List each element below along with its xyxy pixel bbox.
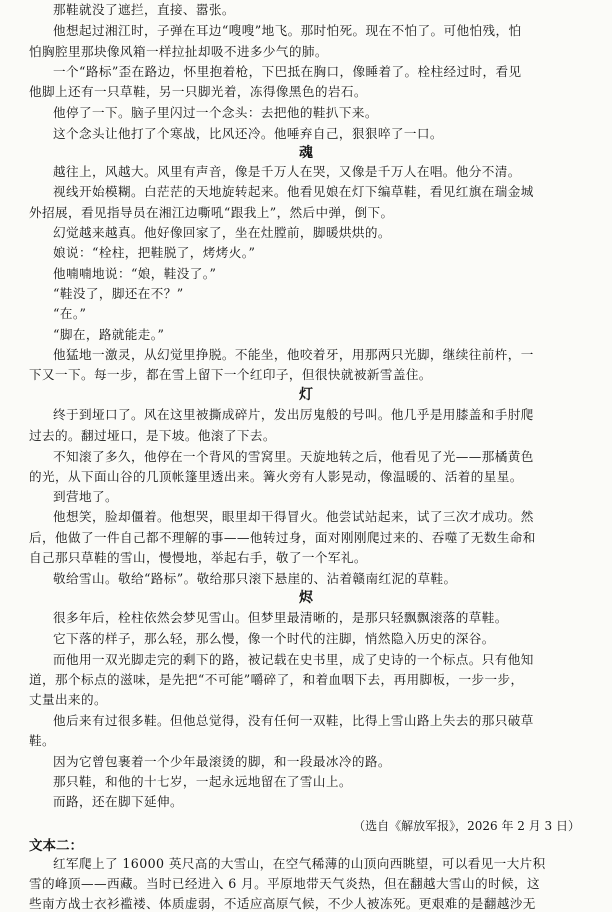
paragraph-line: “鞋没了，脚还在不？” <box>53 286 184 301</box>
paragraph-line: 丈量出来的。 <box>29 692 107 707</box>
paragraph-line: 越往上，风越大。风里有声音，像是千万人在哭，又像是千万人在唱。他分不清。 <box>53 164 521 179</box>
paragraph-line: 他猛地一激灵，从幻觉里挣脱。不能坐，他咬着牙，用那两只光脚，继续往前杵，一 <box>53 347 534 362</box>
paragraph-line: 雪的峰顶——西藏。当时已经进入 6 月。平原地带天气炎热，但在翻越大雪山的时候，这 <box>29 876 540 891</box>
paragraph-line: 他停了一下。脑子里闪过一个念头：去把他的鞋扒下来。 <box>53 105 378 120</box>
paragraph-line: 幻觉越来越真。他好像回家了，坐在灶膛前，脚暖烘烘的。 <box>53 225 391 240</box>
paragraph-line: 终于到垭口了。风在这里被撕成碎片，发出厉鬼般的号叫。他几乎是用膝盖和手肘爬 <box>53 407 534 422</box>
paragraph-line: 那只鞋，和他的十七岁，一起永远地留在了雪山上。 <box>53 774 352 789</box>
source-citation: （选自《解放军报》，2026 年 2 月 3 日） <box>353 819 580 833</box>
paragraph-line: 敬给雪山。敬给“路标”。敬给那只滚下悬崖的、沾着赣南红泥的草鞋。 <box>53 571 457 586</box>
paragraph-line: 因为它曾包裹着一个少年最滚烫的脚，和一段最冰冷的路。 <box>53 754 391 769</box>
paragraph-line: 而路，还在脚下延伸。 <box>53 794 183 809</box>
paragraph-line: 的光，从下面山谷的几顶帐篷里透出来。篝火旁有人影晃动，像温暖的、活着的星星。 <box>29 469 523 484</box>
section-heading-soul: 魂 <box>299 145 313 161</box>
paragraph-line: 外招展，看见指导员在湘江边嘶吼“跟我上”，然后中弹，倒下。 <box>29 205 394 220</box>
paragraph-line: 很多年后，栓柱依然会梦见雪山。但梦里最清晰的，是那只轻飘飘滚落的草鞋。 <box>53 610 508 625</box>
paragraph-line: 娘说：“栓柱，把鞋脱了，烤烤火。” <box>53 245 256 260</box>
paragraph-line: 红军爬上了 16000 英尺高的大雪山，在空气稀薄的山顶向西眺望，可以看见一大片积 <box>53 856 546 871</box>
paragraph-line: “脚在，路就能走。” <box>53 327 165 342</box>
paragraph-line: 怕胸腔里那块像风箱一样拉扯却吸不进多少气的肺。 <box>29 44 328 59</box>
paragraph-line: 而他用一双光脚走完的剩下的路，被记载在史书里，成了史诗的一个标点。只有他知 <box>53 652 534 667</box>
text-two-label: 文本二： <box>29 838 83 854</box>
paragraph-line: 他想笑，脸却僵着。他想哭，眼里却干得冒火。他尝试站起来，试了三次才成功。然 <box>53 509 534 524</box>
paragraph-line: 过去的。翻过垭口，是下坡。他滚了下去。 <box>29 428 276 443</box>
paragraph-line: 他脚上还有一只草鞋，另一只脚光着，冻得像黑色的岩石。 <box>29 84 367 99</box>
paragraph-line: 到营地了。 <box>53 489 118 504</box>
paragraph-line: 自己那只草鞋的雪山，慢慢地，举起右手，敬了一个军礼。 <box>29 550 367 565</box>
paragraph-line: 不知滚了多久，他停在一个背风的雪窝里。天旋地转之后，他看见了光——那橘黄色 <box>53 449 534 464</box>
section-heading-ember: 烬 <box>299 590 313 606</box>
paragraph-line: “在。” <box>53 306 87 321</box>
paragraph-line: 这个念头让他打了个寒战，比风还冷。他唾弃自己，狠狠啐了一口。 <box>53 126 443 141</box>
paragraph-line: 一个“路标”歪在路边，怀里抱着枪，下巴抵在胸口，像睡着了。栓柱经过时，看见 <box>53 64 522 79</box>
paragraph-line: 他喃喃地说：“娘，鞋没了。” <box>53 266 217 281</box>
paragraph-line: 下又一下。每一步，都在雪上留下一个红印子，但很快就被新雪盖住。 <box>29 367 432 382</box>
paragraph-line: 些南方战士衣衫褴褛、体质虚弱，不适应高原气候，不少人被冻死。更艰难的是翻越沙无 <box>29 896 536 911</box>
paragraph-line: 道，那个标点的滋味，是先把“不可能”嚼碎了，和着血咽下去，再用脚板，一步一步， <box>29 672 524 687</box>
paragraph-line: 视线开始模糊。白茫茫的天地旋转起来。他看见娘在灯下编草鞋，看见红旗在瑞金城 <box>53 184 534 199</box>
paragraph-line: 它下落的样子，那么轻，那么慢，像一个时代的注脚，悄然隐入历史的深谷。 <box>53 631 495 646</box>
section-heading-lamp: 灯 <box>299 387 313 403</box>
paragraph-line: 他想起过湘江时，子弹在耳边“嗖嗖”地飞。那时怕死。现在不怕了。可他怕残，怕 <box>53 23 522 38</box>
paragraph-line: 后，他做了一件自己都不理解的事——他转过身，面对刚刚爬过来的、吞噬了无数生命和 <box>29 530 536 545</box>
paragraph-line: 他后来有过很多鞋。但他总觉得，没有任何一双鞋，比得上雪山路上失去的那只破草 <box>53 713 534 728</box>
paragraph-line: 鞋。 <box>29 733 55 748</box>
paragraph-line: 那鞋就没了遮拦，直接、嚣张。 <box>53 2 235 17</box>
